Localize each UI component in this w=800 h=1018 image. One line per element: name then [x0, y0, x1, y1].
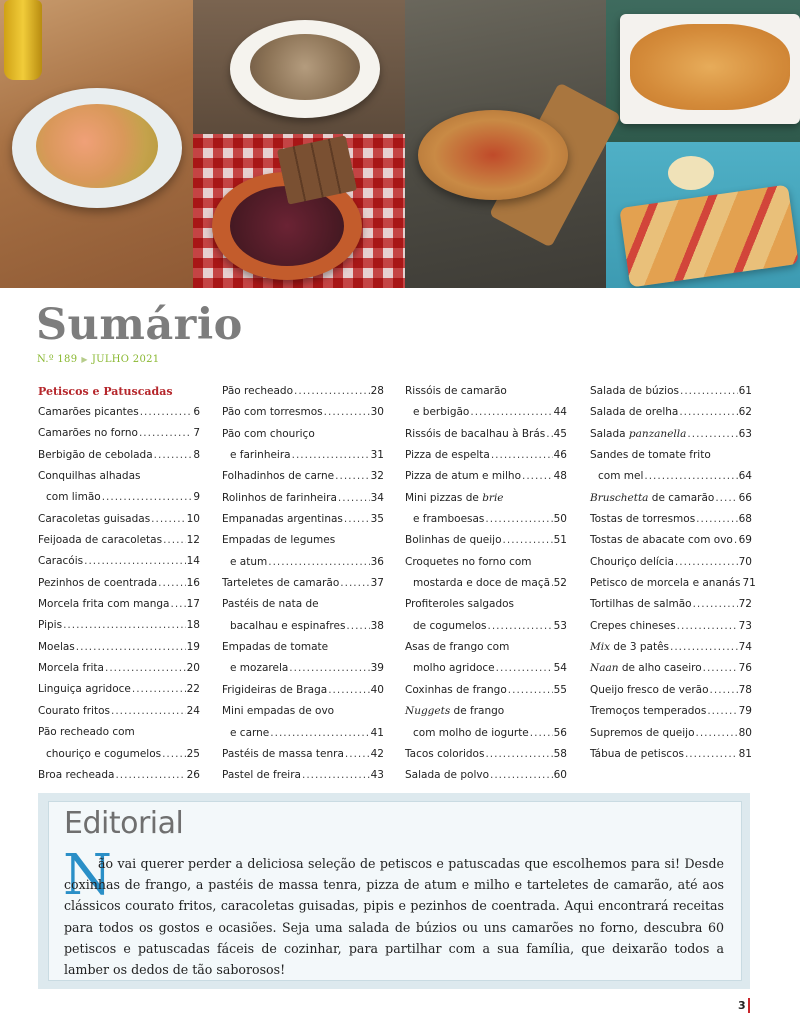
toc-entry[interactable] [38, 466, 200, 487]
toc-entry-page: 51 [553, 534, 567, 547]
toc-leader-dots [679, 402, 737, 423]
toc-entry[interactable] [222, 723, 384, 744]
toc-entry[interactable] [590, 381, 752, 402]
toc-entry[interactable] [222, 552, 384, 573]
toc-entry-page: 37 [370, 577, 384, 590]
toc-entry[interactable] [405, 637, 567, 658]
toc-leader-dots [710, 680, 738, 701]
toc-entry-label: Mini empadas de ovo [222, 705, 335, 718]
toc-leader-dots [496, 658, 553, 679]
toc-entry-label: Empadas de tomate [222, 641, 329, 654]
toc-entry[interactable] [222, 509, 384, 530]
arrow-right-icon: ▶ [81, 355, 88, 364]
toc-entry-label: Tábua de petiscos [590, 747, 684, 760]
toc-leader-dots [530, 723, 553, 744]
toc-entry-label: Pastéis de massa tenra [222, 747, 344, 760]
toc-entry-label: Feijoada de caracoletas [38, 534, 163, 547]
empanadas-image [630, 24, 790, 110]
stuffed-bread-image [418, 110, 568, 200]
toc-entry-page: 20 [186, 662, 200, 675]
toc-entry[interactable] [405, 723, 567, 744]
toc-entry-label: Coxinhas de frango [405, 683, 507, 696]
toc-leader-dots [693, 594, 738, 615]
toc-entry[interactable] [405, 765, 567, 786]
toc-entry-page: 62 [738, 406, 752, 419]
toc-entry-label: Profiteroles salgados [405, 598, 515, 611]
toc-entry-page: 30 [370, 406, 384, 419]
toc-entry[interactable] [38, 402, 200, 423]
toc-entry-page: 73 [738, 619, 752, 632]
toc-leader-dots [132, 679, 186, 700]
toc-entry-label: e berbigão [413, 406, 470, 419]
toc-entry-label: Broa recheada [38, 768, 115, 781]
toc-entry-label: Pão com torresmos [222, 406, 323, 419]
toc-leader-dots [696, 509, 737, 530]
toc-entry-label: Tarteletes de camarão [222, 577, 340, 590]
toc-entry-page: 56 [553, 726, 567, 739]
toc-leader-dots [680, 381, 738, 402]
toc-entry-label: Pão recheado [222, 385, 294, 397]
toc-entry-label: Berbigão de cebolada [38, 448, 153, 461]
toc-entry[interactable] [38, 509, 200, 530]
toc-entry-label: Rissóis de bacalhau à Brás [405, 427, 546, 440]
toc-entry-page: 22 [186, 683, 200, 696]
toc-entry-label: Morcela frita [38, 662, 104, 675]
toc-leader-dots [154, 445, 193, 466]
toc-entry-page: 50 [553, 513, 567, 526]
toc-entry-label: Pizza de atum e milho [405, 470, 521, 483]
page-number-bar [748, 998, 750, 1013]
toc-entry-label: Tostas de abacate com ovo [590, 534, 733, 547]
toc-entry[interactable] [222, 466, 384, 487]
toc-leader-dots [508, 680, 553, 701]
toc-entry[interactable] [590, 552, 752, 573]
toc-entry-page: 69 [738, 534, 752, 547]
toc-entry[interactable] [38, 445, 200, 466]
toc-entry-page: 32 [370, 470, 384, 483]
toc-entry-page: 66 [738, 491, 752, 504]
toc-leader-dots [703, 658, 738, 679]
toc-leader-dots [63, 615, 186, 636]
toc-entry[interactable] [405, 573, 567, 594]
issue-date: JULHO 2021 [91, 354, 160, 365]
toc-entry[interactable] [38, 765, 200, 786]
toc-entry-label: Salada de polvo [405, 769, 489, 782]
toc-entry-label: Tacos coloridos [405, 747, 485, 760]
toc-entry-label: Croquetes no forno com [405, 555, 532, 568]
toc-entry-label: Crepes chineses [590, 619, 676, 632]
toc-leader-dots [485, 509, 552, 530]
toc-entry[interactable] [590, 466, 752, 487]
toc-leader-dots [102, 487, 193, 508]
toc-entry-page: 60 [553, 769, 567, 782]
toc-entry[interactable] [590, 402, 752, 423]
toc-leader-dots [139, 423, 192, 444]
toc-entry[interactable] [405, 744, 567, 765]
toc-entry[interactable] [38, 573, 200, 594]
toc-entry[interactable] [38, 423, 200, 444]
toc-entry-page: 48 [553, 470, 567, 483]
toc-leader-dots [685, 744, 738, 765]
toc-entry-label: Bruschetta de camarão [590, 491, 715, 504]
toc-entry[interactable] [38, 637, 200, 658]
toc-entry-page: 80 [738, 726, 752, 739]
toc-entry[interactable] [222, 573, 384, 594]
toc-entry-label: Petisco de morcela e ananás [590, 577, 741, 590]
toc-entry[interactable] [38, 701, 200, 722]
toc-entry-label: de cogumelos [413, 619, 487, 632]
toc-entry-page: 10 [186, 512, 200, 525]
toc-entry-page: 46 [553, 449, 567, 462]
toc-entry-label: Supremos de queijo [590, 726, 695, 739]
toc-entry-label: Chouriço delícia [590, 555, 674, 568]
toc-entry-label: Pastel de freira [222, 769, 301, 782]
toc-entry-page: 45 [553, 427, 567, 440]
toc-column-2 [222, 381, 384, 787]
toc-entry[interactable] [405, 466, 567, 487]
toc-leader-dots [338, 488, 370, 509]
toc-entry-label: Empadas de legumes [222, 534, 336, 547]
toc-entry-label: Sandes de tomate frito [590, 449, 711, 462]
toc-entry[interactable] [590, 445, 752, 466]
toc-entry[interactable] [222, 701, 384, 722]
toc-entry[interactable] [590, 701, 752, 722]
toc-entry-label: Naan de alho caseiro [590, 662, 702, 675]
page-number: 3 [738, 999, 746, 1012]
toc-entry-page: 12 [186, 534, 200, 547]
toc-entry-label: Caracóis [38, 555, 84, 568]
toc-leader-dots [162, 744, 186, 765]
toc-entry-label: Pipis [38, 619, 63, 632]
olive-oil-bottle-image [4, 0, 42, 80]
toc-entry[interactable] [405, 594, 567, 615]
toc-entry-page: 25 [186, 747, 200, 760]
toc-leader-dots [294, 381, 370, 402]
toc-leader-dots [470, 402, 552, 423]
toc-leader-dots [677, 616, 738, 637]
toc-leader-dots [503, 530, 553, 551]
toc-entry[interactable] [222, 594, 384, 615]
toc-entry-page: 8 [193, 448, 200, 461]
toc-entry-page: 55 [553, 683, 567, 696]
toc-entry-label: Pastéis de nata de [222, 598, 319, 611]
toc-entry[interactable] [38, 722, 200, 743]
toc-entry[interactable] [590, 488, 752, 509]
toc-leader-dots [670, 637, 738, 658]
toc-entry-label: Mini pizzas de brie [405, 491, 504, 504]
toc-entry-page: 28 [370, 385, 384, 397]
toc-leader-dots [340, 573, 369, 594]
toc-leader-dots [546, 424, 552, 445]
page-title: Sumário [36, 300, 243, 350]
toc-entry-page: 70 [738, 555, 752, 568]
toc-entry[interactable] [405, 701, 567, 722]
toc-entry-page: 81 [738, 747, 752, 760]
toc-leader-dots [151, 509, 185, 530]
toc-entry[interactable] [222, 680, 384, 701]
toc-entry-page: 17 [186, 598, 200, 611]
toc-entry-label: Courato fritos [38, 704, 110, 717]
toc-entry-page: 26 [186, 768, 200, 781]
toc-entry[interactable] [38, 658, 200, 679]
toc-entry-label: Caracoletas guisadas [38, 512, 151, 525]
toc-entry-page: 61 [738, 385, 752, 397]
toc-entry[interactable] [590, 637, 752, 658]
toc-entry-label: Asas de frango com [405, 641, 510, 654]
toc-entry-page: 63 [738, 427, 752, 440]
toc-entry-page: 36 [370, 555, 384, 568]
photo-banner [0, 0, 800, 288]
toc-entry[interactable] [590, 723, 752, 744]
toc-entry-page: 39 [370, 662, 384, 675]
toc-leader-dots [345, 744, 370, 765]
toc-entry-label: Moelas [38, 640, 75, 653]
toc-entry-page: 54 [553, 662, 567, 675]
toc-leader-dots [734, 530, 738, 551]
toc-entry-label: e carne [230, 726, 270, 739]
toc-entry[interactable] [405, 552, 567, 573]
toc-column-1 [38, 381, 200, 786]
toc-entry-label: Rolinhos de farinheira [222, 491, 337, 504]
toc-entry-page: 40 [370, 683, 384, 696]
toc-leader-dots [522, 466, 553, 487]
toc-entry-label: Salada de orelha [590, 406, 679, 419]
toc-entry-label: Linguiça agridoce [38, 683, 131, 696]
toc-entry[interactable] [222, 488, 384, 509]
toc-column-3 [405, 381, 567, 787]
toc-entry[interactable] [222, 616, 384, 637]
toc-entry-label: Rissóis de camarão [405, 385, 507, 397]
toc-entry-label: com mel [598, 470, 644, 483]
toc-entry-page: 41 [370, 726, 384, 739]
toc-leader-dots [715, 488, 737, 509]
toc-entry[interactable] [222, 445, 384, 466]
toc-entry[interactable] [405, 424, 567, 445]
toc-entry[interactable] [405, 530, 567, 551]
toc-entry-page: 58 [553, 747, 567, 760]
toc-entry-label: Conquilhas alhadas [38, 470, 141, 483]
toc-leader-dots [111, 701, 186, 722]
toc-entry-label: mostarda e doce de maçã [413, 577, 551, 590]
toc-entry-label: e farinheira [230, 449, 291, 462]
toc-entry[interactable] [38, 679, 200, 700]
toc-entry[interactable] [222, 658, 384, 679]
toc-entry[interactable] [590, 509, 752, 530]
toc-entry[interactable] [38, 551, 200, 572]
toc-entry-page: 64 [738, 470, 752, 483]
toc-column-4 [590, 381, 756, 765]
toc-entry[interactable] [222, 381, 384, 402]
toc-leader-dots [84, 551, 186, 572]
toc-leader-dots [292, 445, 370, 466]
toc-entry-label: Pão recheado com [38, 726, 135, 739]
toc-leader-dots [335, 466, 369, 487]
toc-leader-dots [302, 765, 370, 786]
toc-leader-dots [644, 466, 737, 487]
toc-entry-page: 24 [186, 704, 200, 717]
toc-entry-label: Salada panzanella [590, 427, 687, 440]
toc-entry[interactable] [222, 424, 384, 445]
toc-entry-label: Pezinhos de coentrada [38, 576, 158, 589]
toc-entry-label: com molho de iogurte [413, 726, 529, 739]
toc-entry[interactable] [222, 637, 384, 658]
toc-entry-label: e framboesas [413, 513, 485, 526]
toc-leader-dots [346, 616, 369, 637]
toc-entry-label: Bolinhas de queijo [405, 534, 502, 547]
toc-leader-dots [551, 573, 553, 594]
toc-entry-label: Pizza de espelta [405, 449, 490, 462]
toc-entry[interactable] [590, 594, 752, 615]
toc-entry[interactable] [405, 658, 567, 679]
editorial-body-text: ão vai querer perder a deliciosa seleção de petiscos e patuscadas que escolhemos para si! Desde coxinhas de frango, a pastéis de massa tenra, pizza de atum e milho e tarteletes de camarão, até aos clássicos courato fritos, caracoletas guisadas, pipis e pezinhos de coentrada. Aqui encontrará receitas para todos os gostos e ocasiões. Seja uma salada de búzios ou uns camarões no forno, descubra 60 petiscos e patuscadas fáceis de cozinhar, para partilhar com a sua família, que deixarão todos a lamber os dedos de tão saborosos! [64, 856, 724, 978]
toc-entry-label: Pão com chouriço [222, 427, 315, 440]
toc-entry-label: Tortilhas de salmão [590, 598, 692, 611]
toc-entry-page: 42 [370, 747, 384, 760]
toc-entry-label: Tostas de torresmos [590, 513, 696, 526]
toc-entry-label: Salada de búzios [590, 385, 679, 397]
toc-leader-dots [490, 765, 553, 786]
toc-entry-label: com limão [46, 491, 101, 504]
toc-entry[interactable] [405, 381, 567, 402]
issue-number: N.º 189 [37, 354, 78, 365]
toc-entry-label: molho agridoce [413, 662, 495, 675]
toc-entry[interactable] [590, 680, 752, 701]
toc-entry[interactable] [405, 488, 567, 509]
toc-entry-page: 79 [738, 705, 752, 718]
toc-leader-dots [696, 723, 738, 744]
toc-leader-dots [485, 744, 552, 765]
toc-entry-label: Morcela frita com manga [38, 598, 170, 611]
toc-leader-dots [270, 723, 369, 744]
toc-entry-page: 16 [186, 576, 200, 589]
toc-entry-page: 44 [553, 406, 567, 419]
issue-info [37, 354, 159, 365]
toc-entry-page: 6 [193, 406, 200, 418]
toc-leader-dots [115, 765, 185, 786]
toc-entry-label: Tremoços temperados [590, 705, 707, 718]
toc-entry[interactable] [590, 616, 752, 637]
toc-leader-dots [163, 530, 186, 551]
toc-entry[interactable] [222, 402, 384, 423]
toc-section-title: Petiscos e Patuscadas [38, 385, 173, 398]
toc-entry-page: 31 [370, 449, 384, 462]
toc-entry-label: Empanadas argentinas [222, 513, 343, 526]
toc-leader-dots [675, 552, 738, 573]
toc-entry-label: chouriço e cogumelos [46, 747, 162, 760]
toc-leader-dots [707, 701, 737, 722]
toc-entry[interactable] [222, 744, 384, 765]
toc-entry-label: bacalhau e espinafres [230, 619, 346, 632]
toc-entry-page: 34 [370, 491, 384, 504]
toc-entry[interactable] [38, 744, 200, 765]
toc-entry-page: 71 [742, 577, 756, 590]
toc-leader-dots [491, 445, 553, 466]
toc-entry[interactable] [590, 744, 752, 765]
honey-bowl-image [668, 156, 714, 190]
toc-entry-page: 76 [738, 662, 752, 675]
toc-entry[interactable] [38, 530, 200, 551]
toc-entry[interactable] [405, 509, 567, 530]
toc-entry-label: Folhadinhos de carne [222, 470, 335, 483]
toc-entry-page: 7 [193, 427, 200, 440]
toc-leader-dots [171, 594, 186, 615]
toc-leader-dots [344, 509, 370, 530]
toc-entry-page: 74 [738, 641, 752, 654]
shrimp-food-image [36, 104, 158, 188]
toc-leader-dots [687, 424, 737, 445]
toc-entry[interactable] [405, 402, 567, 423]
toc-leader-dots [328, 680, 369, 701]
toc-entry[interactable] [38, 487, 200, 508]
toc-leader-dots [158, 573, 185, 594]
toc-leader-dots [76, 637, 186, 658]
toc-entry-label: Queijo fresco de verão [590, 683, 709, 696]
toc-entry-label: Nuggets de frango [405, 705, 505, 718]
toc-entry[interactable] [222, 530, 384, 551]
toc-entry[interactable] [38, 615, 200, 636]
toc-entry[interactable] [590, 658, 752, 679]
toc-entry-label: e mozarela [230, 662, 289, 675]
toc-entry-label: Mix de 3 patês [590, 641, 669, 654]
toc-entry[interactable] [590, 530, 752, 551]
toc-leader-dots [140, 402, 193, 423]
snails-image [250, 34, 360, 100]
toc-entry-label: Camarões picantes [38, 406, 139, 418]
toc-entry[interactable] [222, 765, 384, 786]
toc-entry-page: 19 [186, 640, 200, 653]
toc-leader-dots [289, 658, 369, 679]
toc-entry-page: 18 [186, 619, 200, 632]
toc-entry-label: Frigideiras de Braga [222, 683, 328, 696]
toc-entry-page: 35 [370, 513, 384, 526]
toc-entry-page: 9 [193, 491, 200, 504]
toc-entry[interactable] [590, 573, 756, 594]
toc-entry-page: 78 [738, 683, 752, 696]
toc-entry[interactable] [405, 445, 567, 466]
toc-leader-dots [105, 658, 186, 679]
toc-entry-page: 43 [370, 769, 384, 782]
toc-entry-page: 68 [738, 513, 752, 526]
toc-leader-dots [268, 552, 369, 573]
toc-leader-dots [487, 616, 552, 637]
toc-entry-label: e atum [230, 555, 268, 568]
toc-entry-page: 14 [186, 555, 200, 568]
toc-entry[interactable] [38, 594, 200, 615]
toc-entry[interactable] [405, 616, 567, 637]
toc-entry-page: 72 [738, 598, 752, 611]
editorial-body [64, 853, 724, 980]
toc-entry-page: 52 [553, 577, 567, 590]
toc-entry-page: 53 [553, 619, 567, 632]
toc-entry-label: Camarões no forno [38, 427, 138, 440]
toc-leader-dots [324, 402, 370, 423]
editorial-title: Editorial [64, 806, 184, 841]
toc-entry[interactable] [405, 680, 567, 701]
toc-entry[interactable] [590, 424, 752, 445]
toc-entry-page: 38 [370, 619, 384, 632]
editorial-drop-cap: N [63, 843, 112, 908]
